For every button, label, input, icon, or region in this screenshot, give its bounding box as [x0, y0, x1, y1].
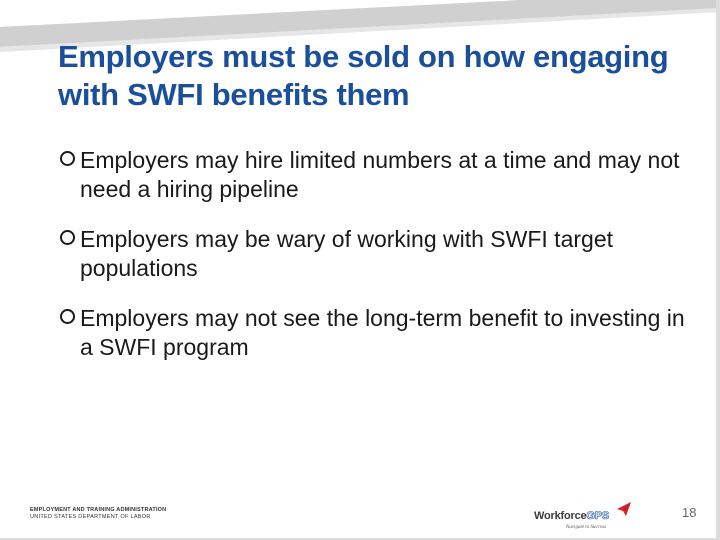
bullet-text: Employers may be wary of working with SWFI target populations [80, 226, 613, 281]
bullet-text: Employers may hire limited numbers at a time and may not need a hiring pipeline [80, 147, 680, 202]
agency-name: EMPLOYMENT AND TRAINING ADMINISTRATION [30, 507, 167, 513]
bullet-item [58, 225, 698, 283]
agency-footer [30, 507, 166, 521]
paper-plane-icon [617, 502, 631, 516]
logo-main-text: Workforce [534, 510, 587, 522]
department-name: UNITED STATES DEPARTMENT OF LABOR [30, 514, 151, 520]
circle-bullet-icon [60, 230, 75, 245]
page-number: 18 [682, 505, 697, 520]
logo-wordmark [534, 510, 609, 522]
workforce-gps-logo [534, 498, 644, 534]
circle-bullet-icon [60, 151, 75, 166]
bullet-text: Employers may not see the long-term benefit to investing in a SWFI program [80, 305, 685, 360]
slide-title: Employers must be sold on how engaging with SWFI benefits them [58, 39, 669, 112]
bullet-item [58, 146, 698, 204]
circle-bullet-icon [60, 309, 75, 324]
bullet-list [58, 146, 698, 383]
logo-gps-text: GPS [586, 510, 610, 522]
bullet-item [58, 304, 698, 362]
logo-tagline: Navigate to Success [566, 525, 606, 530]
